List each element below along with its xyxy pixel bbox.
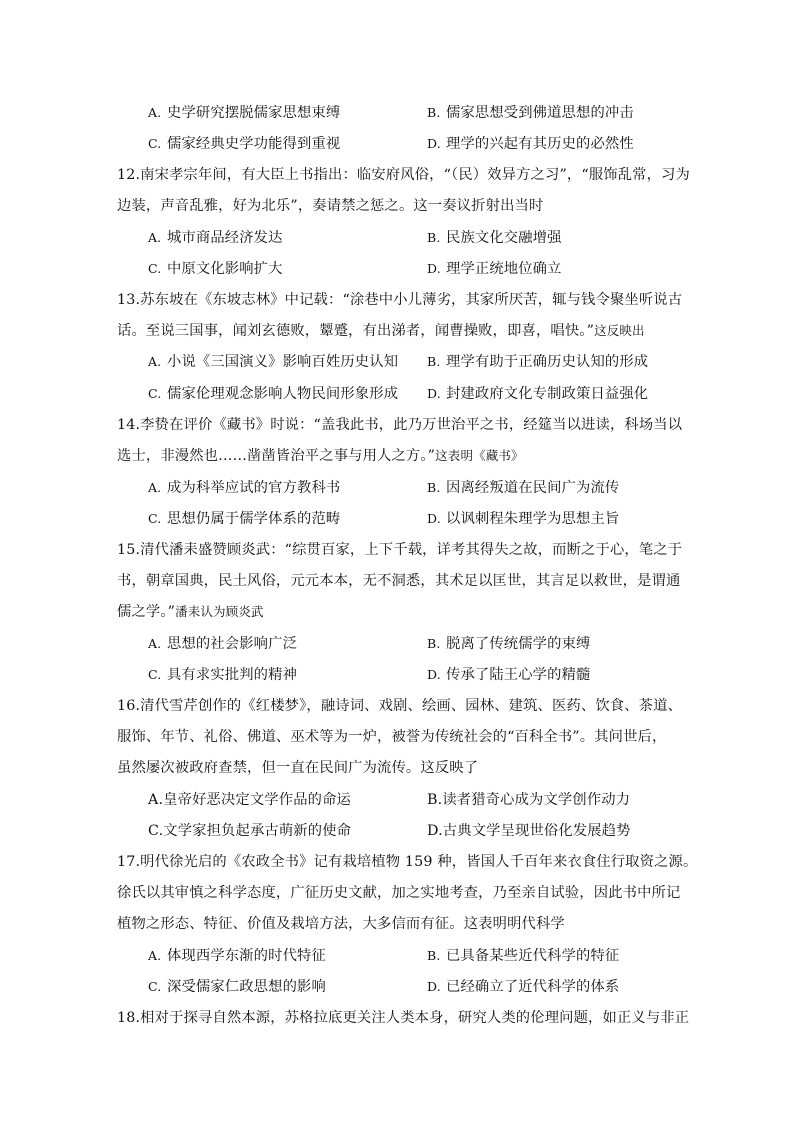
option-label: B. [427, 354, 441, 369]
option-text: 儒家思想受到佛道思想的冲击 [446, 105, 634, 121]
option-text: 儒家伦理观念影响人物民间形象形成 [167, 386, 399, 402]
option-text: 封建政府文化专制政策日益强化 [446, 386, 649, 402]
option-label: D. [427, 386, 441, 401]
q16-stem-line-2: 服饰、年节、礼俗、佛道、巫术等为一炉，被誉为传统社会的“百科全书”。其问世后， [117, 729, 667, 745]
q17-stem-line-3: 植物之形态、特征、价值及栽培方法，大多信而有征。这表明明代科学 [117, 916, 565, 932]
option-text: 成为科举应试的官方教科书 [167, 480, 341, 496]
q15-quote-end: 儒之学。” [117, 604, 176, 620]
q15-stem-line-2: 书，朝章国典，民土风俗，元元本本，无不洞悉，其术足以匡世，其言足以救世，是谓通 [117, 573, 681, 589]
q11-option-a [148, 103, 340, 123]
option-label: D. [427, 261, 441, 276]
option-text: 传承了陆王心学的精髓 [446, 667, 591, 683]
option-text: 体现西学东渐的时代特征 [167, 948, 326, 964]
option-text: 小说《三国演义》影响百姓历史认知 [167, 354, 399, 370]
q17-option-a [148, 946, 326, 966]
q11-option-c [148, 134, 340, 154]
option-text: 脱离了传统儒学的束缚 [446, 636, 591, 652]
q12-stem-line-1: 12.南宋孝宗年间，有大臣上书指出：临安府风俗，“（民）效异方之习”，“服饰乱常，习为 [117, 167, 690, 183]
q12-option-c [148, 259, 283, 279]
option-text: 民族文化交融增强 [446, 230, 562, 246]
q17-stem-line-1: 17.明代徐光启的《农政全书》记有栽培植物 159 种，皆国人千百年来衣食住行取资之源。 [117, 854, 698, 870]
q15-option-d [427, 665, 590, 685]
option-label: B. [427, 636, 441, 651]
q13-option-d [427, 384, 648, 404]
q16-stem-line-1: 16.清代雪芹创作的《红楼梦》，融诗词、戏剧、绘画、园林、建筑、医药、饮食、茶道、 [117, 698, 683, 714]
option-text: 深受儒家仁政思想的影响 [167, 979, 326, 995]
q13-option-a [148, 352, 398, 372]
option-text: 理学的兴起有其历史的必然性 [446, 136, 634, 152]
option-label: C. [148, 667, 162, 682]
option-label: A. [148, 105, 162, 120]
q17-option-c [148, 977, 326, 997]
q14-question-prompt: 这表明《藏书》 [435, 448, 524, 463]
q15-question-prompt: 潘耒认为顾炎武 [175, 604, 264, 619]
q13-question-prompt: 这反映出 [594, 323, 645, 338]
q12-option-b [427, 228, 562, 248]
option-text: 思想的社会影响广泛 [167, 636, 298, 652]
option-text: 以讽刺程朱理学为思想主旨 [446, 511, 620, 527]
q15-option-b [427, 634, 590, 654]
q15-stem-line-3 [117, 602, 677, 622]
q16-option-c: C.文学家担负起承古萌新的使命 [148, 823, 352, 839]
q18-stem-line-1: 18.相对于探寻自然本源，苏格拉底更关注人类本身，研究人类的伦理问题，如正义与非正 [117, 1010, 690, 1026]
option-label: B. [427, 230, 441, 245]
option-text: 因离经叛道在民间广为流传 [446, 480, 620, 496]
q17-stem-line-2: 徐氏以其审慎之科学态度，广征历史文献，加之实地考查，乃至亲自试验，因此书中所记 [117, 885, 681, 901]
q12-option-d [427, 259, 562, 279]
option-label: C. [148, 979, 162, 994]
option-text: 城市商品经济发达 [167, 230, 283, 246]
option-text: 理学有助于正确历史认知的形成 [446, 354, 649, 370]
q12-stem-line-2: 边装，声音乱雅，好为北乐”，奏请禁之惩之。这一奏议折射出当时 [117, 198, 544, 214]
q15-option-c [148, 665, 297, 685]
option-text: 儒家经典史学功能得到重视 [167, 136, 341, 152]
q14-stem-line-2 [117, 446, 677, 466]
q12-option-a [148, 228, 283, 248]
q16-stem-line-3: 虽然屡次被政府查禁，但一直在民间广为流传。这反映了 [117, 760, 479, 776]
q14-quote-end: 选士，非漫然也……凿凿皆治平之事与用人之方。” [117, 448, 436, 464]
option-label: A. [148, 354, 162, 369]
option-label: D. [427, 136, 441, 151]
option-label: C. [148, 511, 162, 526]
option-label: A. [148, 636, 162, 651]
option-text: 中原文化影响扩大 [167, 261, 283, 277]
option-label: D. [427, 667, 441, 682]
option-label: C. [148, 136, 162, 151]
option-label: D. [427, 511, 441, 526]
q16-option-b: B.读者猎奇心成为文学创作动力 [427, 792, 631, 808]
option-label: A. [148, 948, 162, 963]
q16-option-a: A.皇帝好恶决定文学作品的命运 [148, 792, 351, 808]
option-text: 史学研究摆脱儒家思想束缚 [167, 105, 341, 121]
option-label: C. [148, 386, 162, 401]
option-text: 理学正统地位确立 [446, 261, 562, 277]
q14-stem-line-1: 14.李贽在评价《藏书》时说：“盖我此书，此乃万世治平之书，经筵当以进读，科场当以 [117, 417, 683, 433]
option-text: 思想仍属于儒学体系的范畴 [167, 511, 341, 527]
q17-option-b [427, 946, 619, 966]
option-text: 已具备某些近代科学的特征 [446, 948, 620, 964]
q13-option-b [427, 352, 648, 372]
option-label: D. [427, 979, 441, 994]
q11-option-d [427, 134, 634, 154]
option-label: A. [148, 480, 162, 495]
option-label: B. [427, 105, 441, 120]
option-text: 已经确立了近代科学的体系 [446, 979, 620, 995]
q11-option-b [427, 103, 634, 123]
q13-quote-end: 话。至说三国事，闻刘玄德败，颦蹙，有出涕者，闻曹操败，即喜，唱快。” [117, 323, 595, 339]
q14-option-b [427, 478, 619, 498]
q13-option-c [148, 384, 398, 404]
q13-stem-line-2 [117, 321, 677, 341]
option-label: C. [148, 261, 162, 276]
option-label: B. [427, 480, 441, 495]
q14-option-d [427, 509, 619, 529]
q14-option-c [148, 509, 340, 529]
option-text: 具有求实批判的精神 [167, 667, 298, 683]
option-label: A. [148, 230, 162, 245]
option-label: B. [427, 948, 441, 963]
q17-option-d [427, 977, 619, 997]
q13-stem-line-1: 13.苏东坡在《东坡志林》中记载：“涂巷中小儿薄劣，其家所厌苦，辄与钱令聚坐听说古 [117, 292, 683, 308]
q15-option-a [148, 634, 297, 654]
q14-option-a [148, 478, 340, 498]
q15-stem-line-1: 15.清代潘耒盛赞顾炎武：“综贯百家，上下千载，详考其得失之故，而断之于心，笔之于 [117, 542, 683, 558]
q16-option-d: D.古典文学呈现世俗化发展趋势 [427, 823, 631, 839]
